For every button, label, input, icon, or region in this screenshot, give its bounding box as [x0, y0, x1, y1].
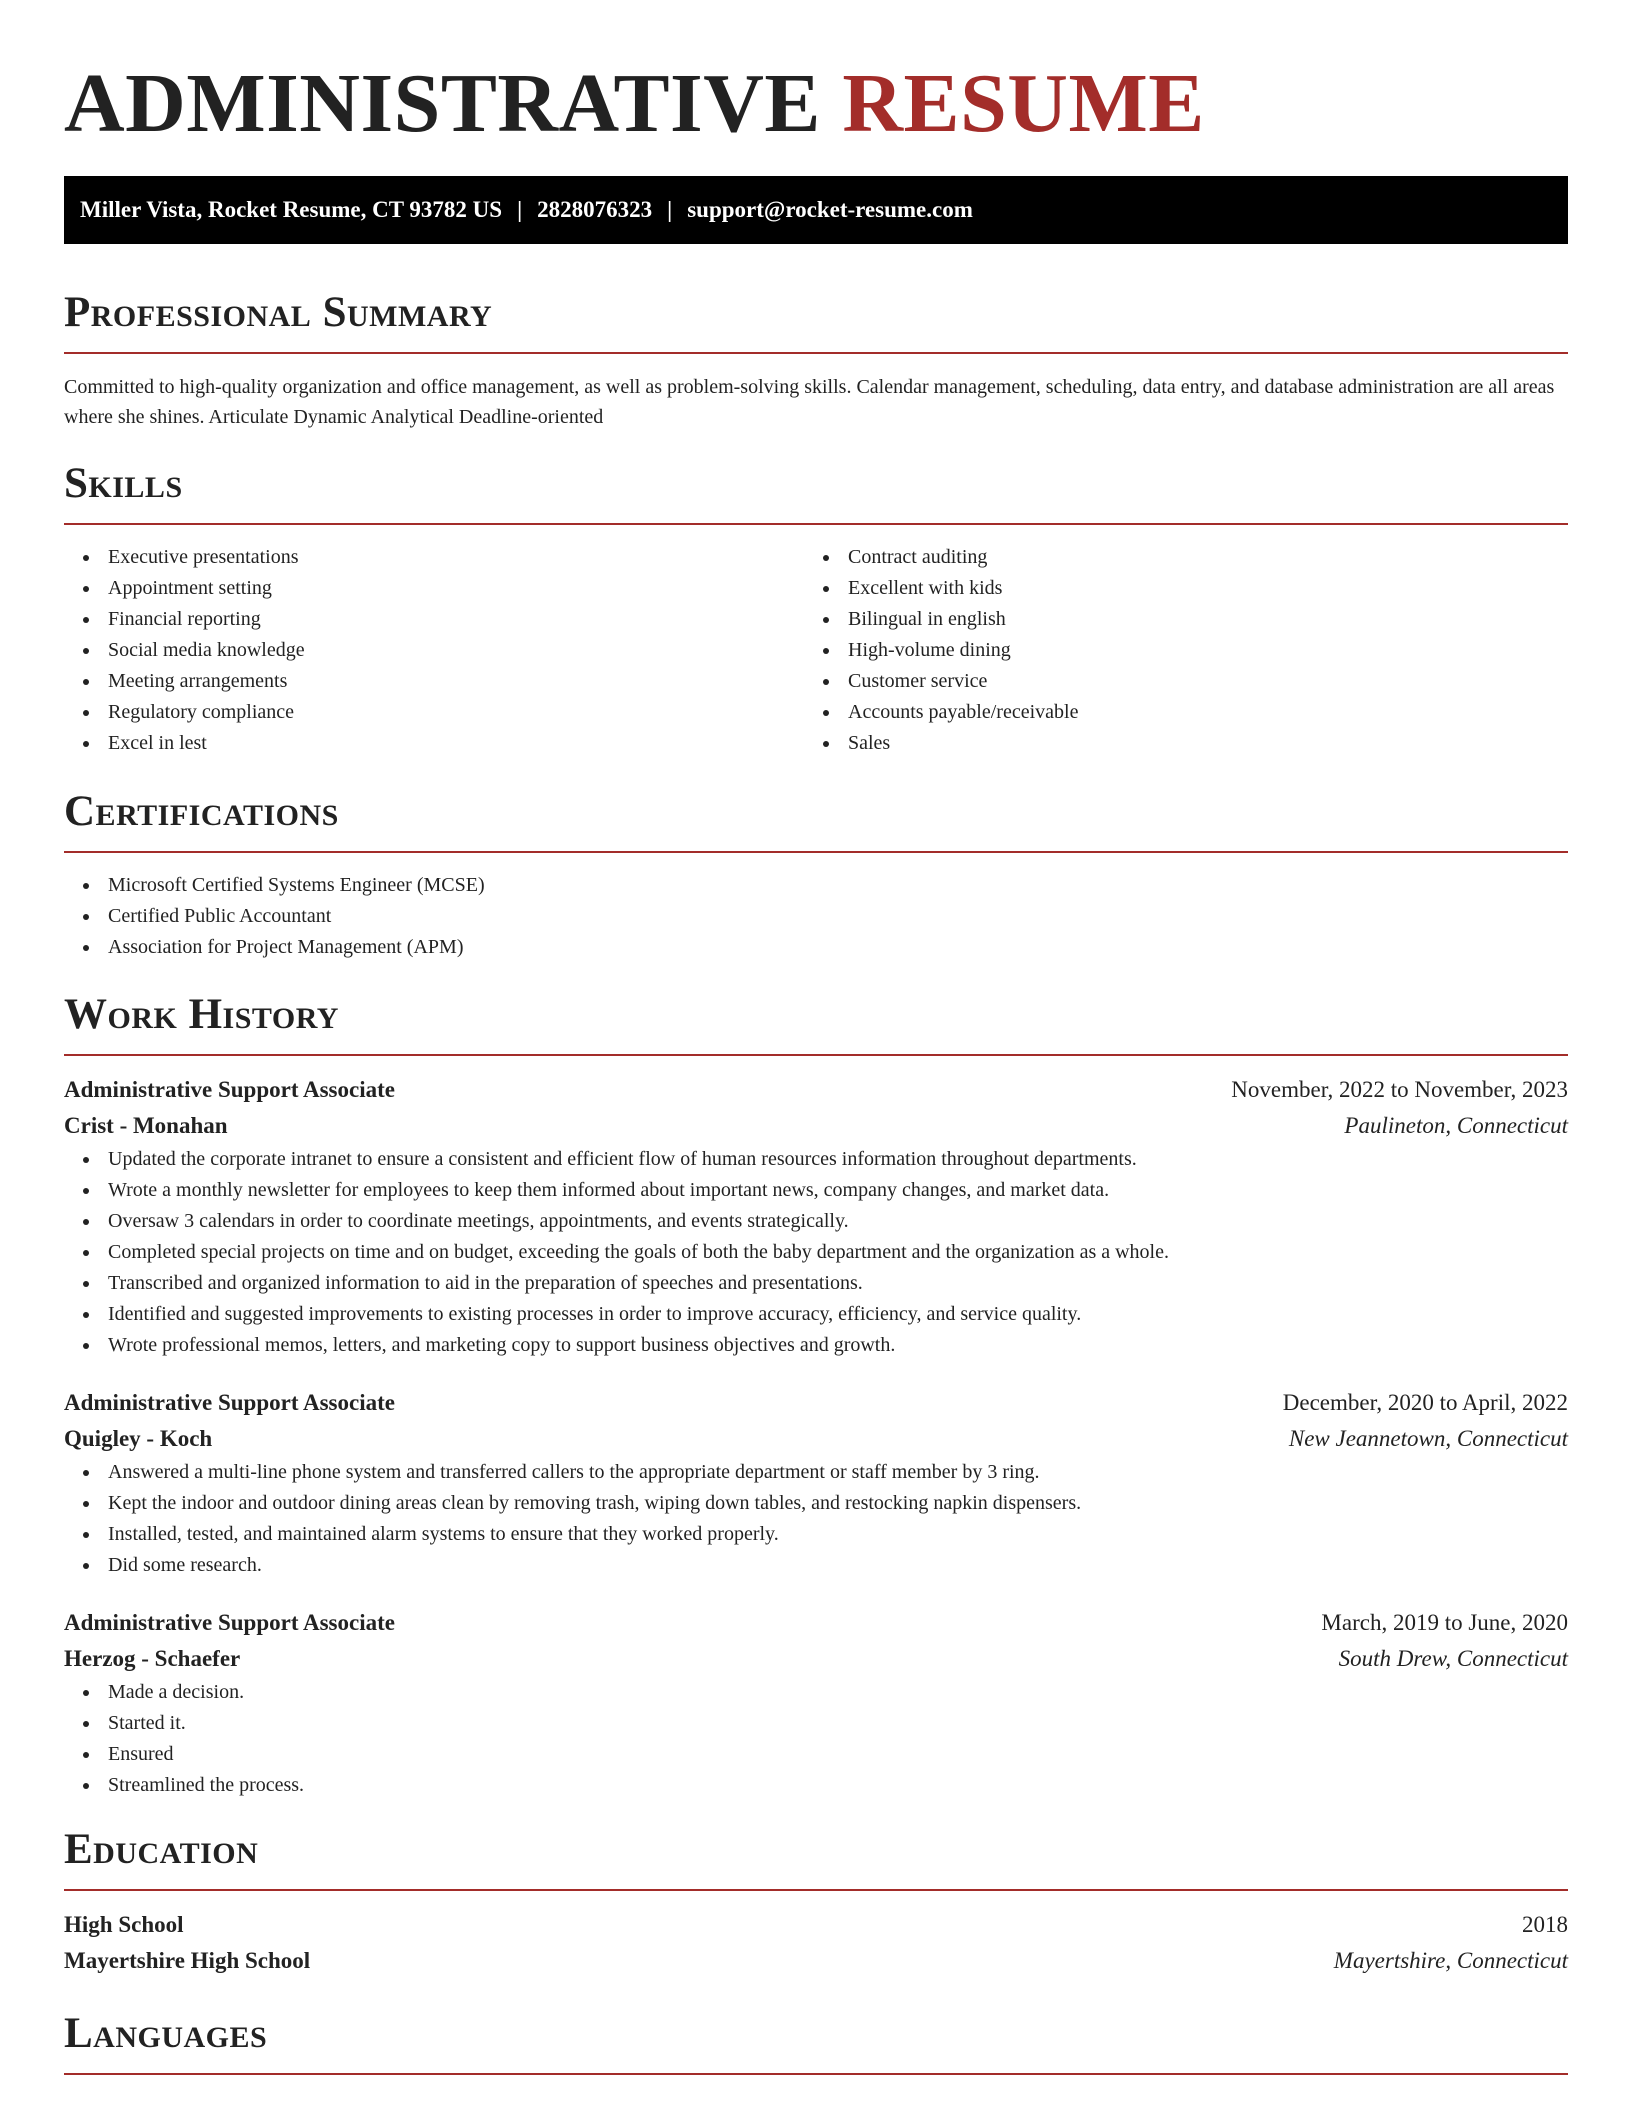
section-title-work-history: Work History [64, 990, 1568, 1056]
job-location: Paulineton, Connecticut [1344, 1113, 1568, 1138]
summary-section [64, 288, 1568, 432]
job-header-row [64, 1072, 1568, 1108]
skill-item: Appointment setting [64, 573, 804, 604]
education-entry [64, 1907, 1568, 1979]
section-title-languages: Languages [64, 2009, 1568, 2075]
job-dates: December, 2020 to April, 2022 [1282, 1390, 1568, 1415]
job-entry [64, 1072, 1568, 1361]
contact-address: Miller Vista, Rocket Resume, CT 93782 US [80, 197, 503, 222]
job-header-row [64, 1605, 1568, 1641]
job-bullet: Kept the indoor and outdoor dining areas clean by removing trash, wiping down tables, and restocking napkin dispensers. [64, 1488, 1568, 1519]
skill-item: Excellent with kids [804, 573, 1544, 604]
job-bullet: Made a decision. [64, 1677, 1568, 1708]
job-title: Administrative Support Associate [64, 1390, 395, 1415]
skills-section [64, 459, 1568, 759]
skill-item: Bilingual in english [804, 604, 1544, 635]
job-bullet: Installed, tested, and maintained alarm systems to ensure that they worked properly. [64, 1519, 1568, 1550]
job-location: South Drew, Connecticut [1338, 1646, 1568, 1671]
skill-item: Customer service [804, 666, 1544, 697]
job-company-row [64, 1641, 1568, 1677]
resume-name [64, 0, 1568, 152]
job-bullet: Wrote a monthly newsletter for employees to keep them informed about important news, company changes, and market data. [64, 1175, 1568, 1206]
certification-item: Association for Project Management (APM) [64, 932, 1568, 963]
job-bullet: Wrote professional memos, letters, and marketing copy to support business objectives and growth. [64, 1330, 1568, 1361]
section-title-summary: Professional Summary [64, 288, 1568, 354]
skill-item: Executive presentations [64, 542, 804, 573]
education-school-row [64, 1943, 1568, 1979]
job-company-row [64, 1108, 1568, 1144]
skills-list-right [804, 542, 1544, 759]
job-location: New Jeannetown, Connecticut [1288, 1426, 1568, 1451]
job-dates: November, 2022 to November, 2023 [1231, 1077, 1568, 1102]
section-title-skills: Skills [64, 459, 1568, 525]
job-bullet: Ensured [64, 1739, 1568, 1770]
skill-item: Meeting arrangements [64, 666, 804, 697]
job-bullet: Transcribed and organized information to aid in the preparation of speeches and presentations. [64, 1268, 1568, 1299]
education-school: Mayertshire High School [64, 1948, 311, 1973]
skill-item: Contract auditing [804, 542, 1544, 573]
job-bullets [64, 1144, 1568, 1361]
skill-item: Sales [804, 728, 1544, 759]
job-bullet: Started it. [64, 1708, 1568, 1739]
education-year: 2018 [1522, 1912, 1568, 1937]
certifications-section [64, 787, 1568, 963]
job-entry [64, 1385, 1568, 1581]
job-bullet: Answered a multi-line phone system and transferred callers to the appropriate department or staff member by 3 ring. [64, 1457, 1568, 1488]
education-location: Mayertshire, Connecticut [1333, 1948, 1568, 1973]
contact-bar [64, 176, 1568, 244]
contact-phone: 2828076323 [537, 197, 653, 222]
education-header-row [64, 1907, 1568, 1943]
job-bullet: Oversaw 3 calendars in order to coordinate meetings, appointments, and events strategically. [64, 1206, 1568, 1237]
education-degree: High School [64, 1912, 184, 1937]
section-title-education: Education [64, 1825, 1568, 1891]
summary-text: Committed to high-quality organization and office management, as well as problem-solving skills. Calendar management, scheduling, data entry, and database administration are all areas where she shines. Articulate Dynamic Analytical Deadline-oriented [64, 376, 1555, 428]
skill-item: Regulatory compliance [64, 697, 804, 728]
certification-item: Microsoft Certified Systems Engineer (MCSE) [64, 870, 1568, 901]
job-bullets [64, 1457, 1568, 1581]
job-company: Quigley - Koch [64, 1426, 213, 1451]
certification-item: Certified Public Accountant [64, 901, 1568, 932]
contact-separator: | [517, 197, 523, 222]
job-company: Herzog - Schaefer [64, 1646, 241, 1671]
skills-grid [64, 542, 1568, 759]
job-bullet: Identified and suggested improvements to existing processes in order to improve accuracy, efficiency, and service quality. [64, 1299, 1568, 1330]
job-dates: March, 2019 to June, 2020 [1321, 1610, 1568, 1635]
skill-item: Accounts payable/receivable [804, 697, 1544, 728]
job-bullet: Streamlined the process. [64, 1770, 1568, 1801]
name-last: RESUME [842, 57, 1205, 150]
job-bullet: Completed special projects on time and on budget, exceeding the goals of both the baby department and the organization as a whole. [64, 1237, 1568, 1268]
name-first: ADMINISTRATIVE [64, 57, 821, 150]
skill-item: Financial reporting [64, 604, 804, 635]
job-entry [64, 1605, 1568, 1801]
job-title: Administrative Support Associate [64, 1610, 395, 1635]
education-section [64, 1825, 1568, 1979]
job-company-row [64, 1421, 1568, 1457]
contact-email: support@rocket-resume.com [687, 197, 973, 222]
section-title-certifications: Certifications [64, 787, 1568, 853]
job-company: Crist - Monahan [64, 1113, 228, 1138]
job-bullet: Did some research. [64, 1550, 1568, 1581]
job-title: Administrative Support Associate [64, 1077, 395, 1102]
skill-item: Social media knowledge [64, 635, 804, 666]
skill-item: Excel in lest [64, 728, 804, 759]
job-bullet: Updated the corporate intranet to ensure a consistent and efficient flow of human resources information throughout departments. [64, 1144, 1568, 1175]
contact-separator: | [667, 197, 673, 222]
job-bullets [64, 1677, 1568, 1801]
skills-list-left [64, 542, 804, 759]
languages-section [64, 2009, 1568, 2075]
job-header-row [64, 1385, 1568, 1421]
skill-item: High-volume dining [804, 635, 1544, 666]
work-history-section [64, 990, 1568, 1801]
certifications-list [64, 870, 1568, 963]
